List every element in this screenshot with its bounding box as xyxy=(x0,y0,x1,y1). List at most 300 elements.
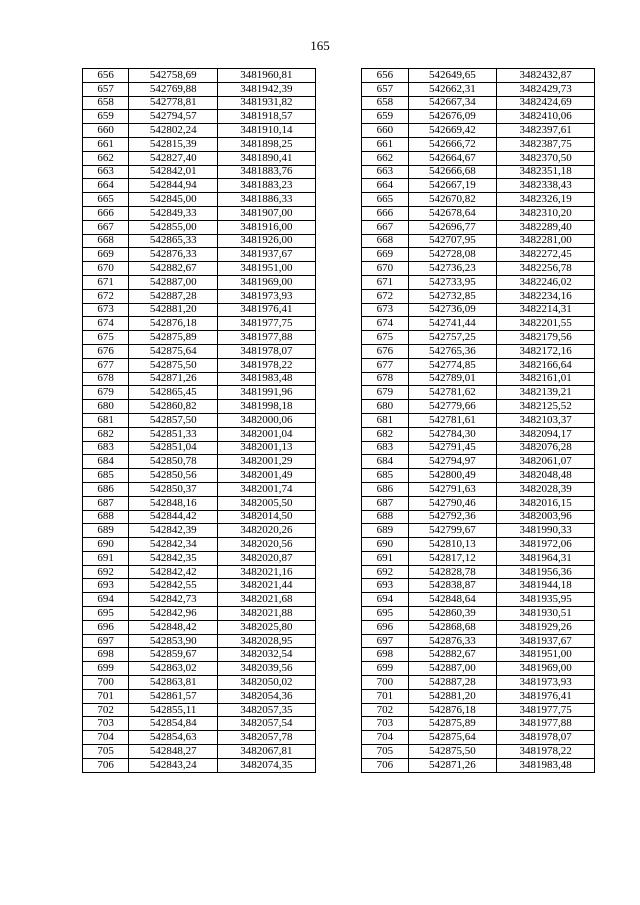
left-x-coordinate-cell: 542851,33 xyxy=(129,427,218,441)
right-x-coordinate-cell: 542732,85 xyxy=(408,289,497,303)
right-point-number-cell: 693 xyxy=(362,579,408,593)
right-point-number-cell: 695 xyxy=(362,607,408,621)
left-point-number-cell: 678 xyxy=(83,372,129,386)
left-x-coordinate-cell: 542855,11 xyxy=(129,703,218,717)
column-gap xyxy=(315,579,361,593)
table-row xyxy=(83,745,595,759)
right-y-coordinate-cell: 3481956,36 xyxy=(497,565,595,579)
left-y-coordinate-cell: 3482005,50 xyxy=(218,496,316,510)
right-point-number-cell: 686 xyxy=(362,482,408,496)
right-x-coordinate-cell: 542662,31 xyxy=(408,82,497,96)
left-point-number-cell: 672 xyxy=(83,289,129,303)
column-gap xyxy=(315,165,361,179)
left-x-coordinate-cell: 542861,57 xyxy=(129,689,218,703)
left-x-coordinate-cell: 542850,78 xyxy=(129,455,218,469)
table-row xyxy=(83,179,595,193)
right-point-number-cell: 670 xyxy=(362,262,408,276)
left-x-coordinate-cell: 542855,00 xyxy=(129,220,218,234)
table-row xyxy=(83,648,595,662)
right-y-coordinate-cell: 3482103,37 xyxy=(497,413,595,427)
right-y-coordinate-cell: 3482234,16 xyxy=(497,289,595,303)
left-x-coordinate-cell: 542802,24 xyxy=(129,124,218,138)
left-y-coordinate-cell: 3481977,88 xyxy=(218,331,316,345)
right-y-coordinate-cell: 3482061,07 xyxy=(497,455,595,469)
left-y-coordinate-cell: 3481998,18 xyxy=(218,400,316,414)
right-x-coordinate-cell: 542838,87 xyxy=(408,579,497,593)
right-x-coordinate-cell: 542887,00 xyxy=(408,662,497,676)
left-y-coordinate-cell: 3482020,56 xyxy=(218,538,316,552)
right-y-coordinate-cell: 3482094,17 xyxy=(497,427,595,441)
table-row xyxy=(83,413,595,427)
right-point-number-cell: 692 xyxy=(362,565,408,579)
right-x-coordinate-cell: 542678,64 xyxy=(408,206,497,220)
column-gap xyxy=(315,758,361,772)
right-y-coordinate-cell: 3482289,40 xyxy=(497,220,595,234)
right-point-number-cell: 659 xyxy=(362,110,408,124)
column-gap xyxy=(315,524,361,538)
table-row xyxy=(83,358,595,372)
left-x-coordinate-cell: 542863,02 xyxy=(129,662,218,676)
left-point-number-cell: 703 xyxy=(83,717,129,731)
left-point-number-cell: 699 xyxy=(83,662,129,676)
left-y-coordinate-cell: 3481942,39 xyxy=(218,82,316,96)
left-point-number-cell: 661 xyxy=(83,137,129,151)
right-x-coordinate-cell: 542765,36 xyxy=(408,344,497,358)
table-row xyxy=(83,593,595,607)
left-x-coordinate-cell: 542887,00 xyxy=(129,275,218,289)
right-point-number-cell: 685 xyxy=(362,469,408,483)
column-gap xyxy=(315,607,361,621)
left-point-number-cell: 696 xyxy=(83,620,129,634)
column-gap xyxy=(315,96,361,110)
column-gap xyxy=(315,703,361,717)
right-y-coordinate-cell: 3481964,31 xyxy=(497,551,595,565)
column-gap xyxy=(315,662,361,676)
right-x-coordinate-cell: 542781,61 xyxy=(408,413,497,427)
table-row xyxy=(83,469,595,483)
left-point-number-cell: 657 xyxy=(83,82,129,96)
right-x-coordinate-cell: 542789,01 xyxy=(408,372,497,386)
left-point-number-cell: 669 xyxy=(83,248,129,262)
table-row xyxy=(83,758,595,772)
left-point-number-cell: 702 xyxy=(83,703,129,717)
column-gap xyxy=(315,386,361,400)
left-x-coordinate-cell: 542871,26 xyxy=(129,372,218,386)
right-x-coordinate-cell: 542784,30 xyxy=(408,427,497,441)
left-point-number-cell: 682 xyxy=(83,427,129,441)
column-gap xyxy=(315,110,361,124)
column-gap xyxy=(315,248,361,262)
left-point-number-cell: 690 xyxy=(83,538,129,552)
table-row xyxy=(83,496,595,510)
table-row xyxy=(83,69,595,83)
column-gap xyxy=(315,151,361,165)
left-y-coordinate-cell: 3481978,07 xyxy=(218,344,316,358)
left-point-number-cell: 686 xyxy=(83,482,129,496)
right-point-number-cell: 657 xyxy=(362,82,408,96)
table-row xyxy=(83,579,595,593)
right-x-coordinate-cell: 542736,09 xyxy=(408,303,497,317)
right-x-coordinate-cell: 542781,62 xyxy=(408,386,497,400)
right-x-coordinate-cell: 542792,36 xyxy=(408,510,497,524)
right-point-number-cell: 698 xyxy=(362,648,408,662)
left-point-number-cell: 691 xyxy=(83,551,129,565)
right-x-coordinate-cell: 542817,12 xyxy=(408,551,497,565)
right-y-coordinate-cell: 3482003,96 xyxy=(497,510,595,524)
column-gap xyxy=(315,565,361,579)
left-y-coordinate-cell: 3482001,04 xyxy=(218,427,316,441)
right-point-number-cell: 705 xyxy=(362,745,408,759)
table-row xyxy=(83,372,595,386)
column-gap xyxy=(315,469,361,483)
column-gap xyxy=(315,289,361,303)
right-x-coordinate-cell: 542790,46 xyxy=(408,496,497,510)
left-y-coordinate-cell: 3482021,16 xyxy=(218,565,316,579)
right-point-number-cell: 700 xyxy=(362,676,408,690)
column-gap xyxy=(315,620,361,634)
left-point-number-cell: 687 xyxy=(83,496,129,510)
right-x-coordinate-cell: 542774,85 xyxy=(408,358,497,372)
right-y-coordinate-cell: 3482351,18 xyxy=(497,165,595,179)
table-row xyxy=(83,124,595,138)
right-x-coordinate-cell: 542667,34 xyxy=(408,96,497,110)
left-point-number-cell: 693 xyxy=(83,579,129,593)
right-x-coordinate-cell: 542667,19 xyxy=(408,179,497,193)
right-x-coordinate-cell: 542871,26 xyxy=(408,758,497,772)
right-y-coordinate-cell: 3482016,15 xyxy=(497,496,595,510)
left-y-coordinate-cell: 3482057,54 xyxy=(218,717,316,731)
right-point-number-cell: 674 xyxy=(362,317,408,331)
right-point-number-cell: 671 xyxy=(362,275,408,289)
left-point-number-cell: 676 xyxy=(83,344,129,358)
right-point-number-cell: 675 xyxy=(362,331,408,345)
left-y-coordinate-cell: 3481973,93 xyxy=(218,289,316,303)
left-y-coordinate-cell: 3482001,29 xyxy=(218,455,316,469)
left-x-coordinate-cell: 542887,28 xyxy=(129,289,218,303)
right-point-number-cell: 701 xyxy=(362,689,408,703)
table-row xyxy=(83,206,595,220)
right-x-coordinate-cell: 542733,95 xyxy=(408,275,497,289)
column-gap xyxy=(315,427,361,441)
left-point-number-cell: 663 xyxy=(83,165,129,179)
left-point-number-cell: 656 xyxy=(83,69,129,83)
table-row xyxy=(83,662,595,676)
column-gap xyxy=(315,551,361,565)
left-y-coordinate-cell: 3482001,74 xyxy=(218,482,316,496)
column-gap xyxy=(315,634,361,648)
column-gap xyxy=(315,731,361,745)
column-gap xyxy=(315,648,361,662)
column-gap xyxy=(315,317,361,331)
left-x-coordinate-cell: 542842,73 xyxy=(129,593,218,607)
left-x-coordinate-cell: 542859,67 xyxy=(129,648,218,662)
left-point-number-cell: 692 xyxy=(83,565,129,579)
column-gap xyxy=(315,593,361,607)
right-x-coordinate-cell: 542887,28 xyxy=(408,676,497,690)
left-y-coordinate-cell: 3481910,14 xyxy=(218,124,316,138)
left-y-coordinate-cell: 3481883,76 xyxy=(218,165,316,179)
left-y-coordinate-cell: 3482001,49 xyxy=(218,469,316,483)
left-point-number-cell: 680 xyxy=(83,400,129,414)
coordinate-table xyxy=(82,68,595,773)
right-x-coordinate-cell: 542882,67 xyxy=(408,648,497,662)
left-point-number-cell: 664 xyxy=(83,179,129,193)
left-y-coordinate-cell: 3482067,81 xyxy=(218,745,316,759)
right-point-number-cell: 673 xyxy=(362,303,408,317)
right-point-number-cell: 667 xyxy=(362,220,408,234)
left-point-number-cell: 677 xyxy=(83,358,129,372)
left-point-number-cell: 701 xyxy=(83,689,129,703)
left-y-coordinate-cell: 3482032,54 xyxy=(218,648,316,662)
column-gap xyxy=(315,400,361,414)
table-row xyxy=(83,96,595,110)
left-point-number-cell: 681 xyxy=(83,413,129,427)
right-x-coordinate-cell: 542810,13 xyxy=(408,538,497,552)
right-point-number-cell: 689 xyxy=(362,524,408,538)
left-y-coordinate-cell: 3482028,95 xyxy=(218,634,316,648)
left-x-coordinate-cell: 542845,00 xyxy=(129,193,218,207)
right-y-coordinate-cell: 3481972,06 xyxy=(497,538,595,552)
left-x-coordinate-cell: 542875,50 xyxy=(129,358,218,372)
left-x-coordinate-cell: 542848,42 xyxy=(129,620,218,634)
left-y-coordinate-cell: 3481951,00 xyxy=(218,262,316,276)
column-gap xyxy=(315,441,361,455)
table-row xyxy=(83,248,595,262)
right-point-number-cell: 662 xyxy=(362,151,408,165)
table-row xyxy=(83,676,595,690)
right-x-coordinate-cell: 542707,95 xyxy=(408,234,497,248)
left-point-number-cell: 688 xyxy=(83,510,129,524)
left-point-number-cell: 706 xyxy=(83,758,129,772)
left-x-coordinate-cell: 542865,45 xyxy=(129,386,218,400)
table-row xyxy=(83,110,595,124)
left-x-coordinate-cell: 542876,18 xyxy=(129,317,218,331)
right-x-coordinate-cell: 542676,09 xyxy=(408,110,497,124)
left-y-coordinate-cell: 3481977,75 xyxy=(218,317,316,331)
right-y-coordinate-cell: 3482139,21 xyxy=(497,386,595,400)
right-x-coordinate-cell: 542757,25 xyxy=(408,331,497,345)
right-point-number-cell: 704 xyxy=(362,731,408,745)
table-row xyxy=(83,717,595,731)
right-y-coordinate-cell: 3482432,87 xyxy=(497,69,595,83)
right-x-coordinate-cell: 542800,49 xyxy=(408,469,497,483)
table-row xyxy=(83,634,595,648)
left-point-number-cell: 685 xyxy=(83,469,129,483)
left-y-coordinate-cell: 3481978,22 xyxy=(218,358,316,372)
right-point-number-cell: 691 xyxy=(362,551,408,565)
left-point-number-cell: 662 xyxy=(83,151,129,165)
page-number: 165 xyxy=(310,38,330,53)
left-point-number-cell: 674 xyxy=(83,317,129,331)
left-x-coordinate-cell: 542875,89 xyxy=(129,331,218,345)
right-point-number-cell: 688 xyxy=(362,510,408,524)
right-y-coordinate-cell: 3482410,06 xyxy=(497,110,595,124)
left-x-coordinate-cell: 542854,84 xyxy=(129,717,218,731)
table-row xyxy=(83,165,595,179)
table-row xyxy=(83,317,595,331)
left-x-coordinate-cell: 542850,37 xyxy=(129,482,218,496)
right-y-coordinate-cell: 3482370,50 xyxy=(497,151,595,165)
right-y-coordinate-cell: 3481969,00 xyxy=(497,662,595,676)
column-gap xyxy=(315,262,361,276)
right-point-number-cell: 690 xyxy=(362,538,408,552)
right-point-number-cell: 664 xyxy=(362,179,408,193)
left-y-coordinate-cell: 3481983,48 xyxy=(218,372,316,386)
right-y-coordinate-cell: 3481977,88 xyxy=(497,717,595,731)
right-y-coordinate-cell: 3481973,93 xyxy=(497,676,595,690)
left-x-coordinate-cell: 542758,69 xyxy=(129,69,218,83)
left-y-coordinate-cell: 3481926,00 xyxy=(218,234,316,248)
left-y-coordinate-cell: 3482057,78 xyxy=(218,731,316,745)
column-gap xyxy=(315,455,361,469)
left-x-coordinate-cell: 542842,34 xyxy=(129,538,218,552)
column-gap xyxy=(315,344,361,358)
left-point-number-cell: 704 xyxy=(83,731,129,745)
right-x-coordinate-cell: 542664,67 xyxy=(408,151,497,165)
left-x-coordinate-cell: 542794,57 xyxy=(129,110,218,124)
right-point-number-cell: 681 xyxy=(362,413,408,427)
left-point-number-cell: 698 xyxy=(83,648,129,662)
left-x-coordinate-cell: 542848,27 xyxy=(129,745,218,759)
right-y-coordinate-cell: 3481944,18 xyxy=(497,579,595,593)
left-point-number-cell: 673 xyxy=(83,303,129,317)
left-x-coordinate-cell: 542842,96 xyxy=(129,607,218,621)
left-point-number-cell: 700 xyxy=(83,676,129,690)
left-x-coordinate-cell: 542769,88 xyxy=(129,82,218,96)
table-row xyxy=(83,455,595,469)
left-y-coordinate-cell: 3482039,56 xyxy=(218,662,316,676)
column-gap xyxy=(315,137,361,151)
left-x-coordinate-cell: 542853,90 xyxy=(129,634,218,648)
left-x-coordinate-cell: 542848,16 xyxy=(129,496,218,510)
right-point-number-cell: 683 xyxy=(362,441,408,455)
right-y-coordinate-cell: 3482201,55 xyxy=(497,317,595,331)
left-x-coordinate-cell: 542815,39 xyxy=(129,137,218,151)
table-row xyxy=(83,234,595,248)
table-row xyxy=(83,510,595,524)
left-x-coordinate-cell: 542881,20 xyxy=(129,303,218,317)
right-y-coordinate-cell: 3482246,02 xyxy=(497,275,595,289)
right-x-coordinate-cell: 542828,78 xyxy=(408,565,497,579)
right-y-coordinate-cell: 3482326,19 xyxy=(497,193,595,207)
left-x-coordinate-cell: 542875,64 xyxy=(129,344,218,358)
table-row xyxy=(83,193,595,207)
right-x-coordinate-cell: 542875,64 xyxy=(408,731,497,745)
right-point-number-cell: 656 xyxy=(362,69,408,83)
right-y-coordinate-cell: 3482397,61 xyxy=(497,124,595,138)
table-row xyxy=(83,344,595,358)
left-y-coordinate-cell: 3482021,68 xyxy=(218,593,316,607)
column-gap xyxy=(315,538,361,552)
column-gap xyxy=(315,717,361,731)
table-row xyxy=(83,137,595,151)
table-row xyxy=(83,427,595,441)
table-row xyxy=(83,151,595,165)
left-point-number-cell: 705 xyxy=(83,745,129,759)
column-gap xyxy=(315,124,361,138)
left-point-number-cell: 695 xyxy=(83,607,129,621)
right-y-coordinate-cell: 3482281,00 xyxy=(497,234,595,248)
right-x-coordinate-cell: 542848,64 xyxy=(408,593,497,607)
left-y-coordinate-cell: 3482014,50 xyxy=(218,510,316,524)
right-x-coordinate-cell: 542868,68 xyxy=(408,620,497,634)
left-x-coordinate-cell: 542844,94 xyxy=(129,179,218,193)
right-x-coordinate-cell: 542779,66 xyxy=(408,400,497,414)
left-y-coordinate-cell: 3481898,25 xyxy=(218,137,316,151)
right-point-number-cell: 672 xyxy=(362,289,408,303)
right-point-number-cell: 696 xyxy=(362,620,408,634)
table-row xyxy=(83,289,595,303)
left-y-coordinate-cell: 3482025,80 xyxy=(218,620,316,634)
left-point-number-cell: 694 xyxy=(83,593,129,607)
left-point-number-cell: 670 xyxy=(83,262,129,276)
left-point-number-cell: 675 xyxy=(83,331,129,345)
left-point-number-cell: 697 xyxy=(83,634,129,648)
right-x-coordinate-cell: 542728,08 xyxy=(408,248,497,262)
table-row xyxy=(83,82,595,96)
right-point-number-cell: 702 xyxy=(362,703,408,717)
left-y-coordinate-cell: 3481916,00 xyxy=(218,220,316,234)
table-row xyxy=(83,482,595,496)
left-x-coordinate-cell: 542842,39 xyxy=(129,524,218,538)
table-row xyxy=(83,565,595,579)
right-y-coordinate-cell: 3482125,52 xyxy=(497,400,595,414)
column-gap xyxy=(315,745,361,759)
left-point-number-cell: 666 xyxy=(83,206,129,220)
right-point-number-cell: 678 xyxy=(362,372,408,386)
right-y-coordinate-cell: 3481990,33 xyxy=(497,524,595,538)
right-y-coordinate-cell: 3481951,00 xyxy=(497,648,595,662)
left-y-coordinate-cell: 3482021,44 xyxy=(218,579,316,593)
left-point-number-cell: 659 xyxy=(83,110,129,124)
right-y-coordinate-cell: 3482028,39 xyxy=(497,482,595,496)
right-y-coordinate-cell: 3482272,45 xyxy=(497,248,595,262)
column-gap xyxy=(315,82,361,96)
right-y-coordinate-cell: 3482166,64 xyxy=(497,358,595,372)
right-x-coordinate-cell: 542876,18 xyxy=(408,703,497,717)
left-x-coordinate-cell: 542827,40 xyxy=(129,151,218,165)
left-y-coordinate-cell: 3482021,88 xyxy=(218,607,316,621)
column-gap xyxy=(315,193,361,207)
right-point-number-cell: 669 xyxy=(362,248,408,262)
table-row xyxy=(83,538,595,552)
column-gap xyxy=(315,303,361,317)
right-y-coordinate-cell: 3481978,22 xyxy=(497,745,595,759)
left-point-number-cell: 689 xyxy=(83,524,129,538)
left-x-coordinate-cell: 542865,33 xyxy=(129,234,218,248)
right-point-number-cell: 680 xyxy=(362,400,408,414)
left-point-number-cell: 668 xyxy=(83,234,129,248)
left-point-number-cell: 660 xyxy=(83,124,129,138)
right-x-coordinate-cell: 542669,42 xyxy=(408,124,497,138)
left-y-coordinate-cell: 3481918,57 xyxy=(218,110,316,124)
left-point-number-cell: 684 xyxy=(83,455,129,469)
left-x-coordinate-cell: 542851,04 xyxy=(129,441,218,455)
right-point-number-cell: 703 xyxy=(362,717,408,731)
right-point-number-cell: 661 xyxy=(362,137,408,151)
column-gap xyxy=(315,206,361,220)
right-x-coordinate-cell: 542666,68 xyxy=(408,165,497,179)
right-x-coordinate-cell: 542696,77 xyxy=(408,220,497,234)
right-y-coordinate-cell: 3482310,20 xyxy=(497,206,595,220)
right-x-coordinate-cell: 542670,82 xyxy=(408,193,497,207)
table-row xyxy=(83,275,595,289)
right-point-number-cell: 687 xyxy=(362,496,408,510)
left-x-coordinate-cell: 542882,67 xyxy=(129,262,218,276)
column-gap xyxy=(315,234,361,248)
left-x-coordinate-cell: 542860,82 xyxy=(129,400,218,414)
table-row xyxy=(83,303,595,317)
